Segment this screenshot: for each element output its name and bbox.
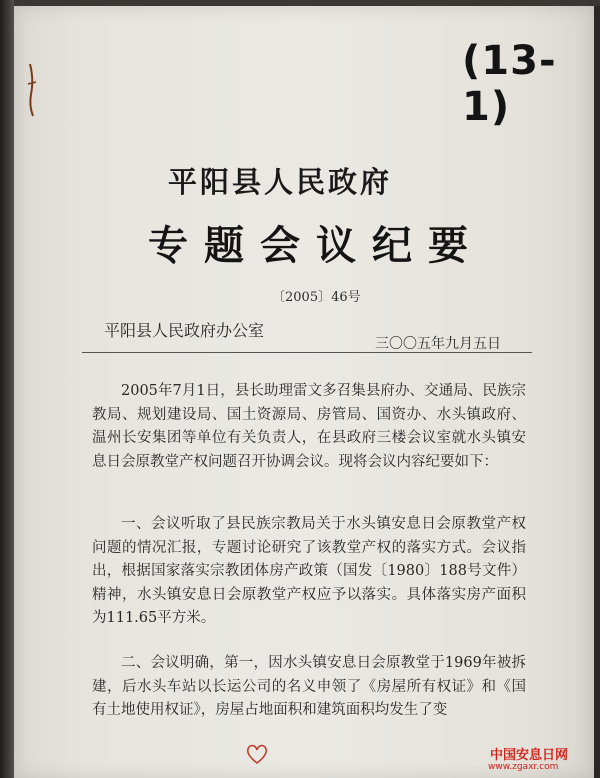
issue-date: 三〇〇五年九月五日 [375, 336, 501, 352]
document-title: 专题会议纪要 [148, 222, 484, 269]
ink-scribble-mark [18, 60, 46, 120]
binding-fold [0, 0, 14, 778]
watermark-site-url: www.zgaxr.com [488, 762, 559, 772]
issuing-organization-title: 平阳县人民政府 [168, 165, 393, 199]
body-paragraph-intro: 2005年7月1日，县长助理雷文多召集县府办、交通局、民族宗教局、规划建设局、国土资源局、房管局、国资办、水头镇政府、温州长安集团等单位有关负责人，在县政府三楼会议室就水头镇安息日会原教堂产权问题召开协调会议。现将会议内容纪要如下： [92, 383, 526, 470]
header-divider [82, 352, 532, 353]
issuing-office: 平阳县人民政府办公室 [104, 321, 265, 340]
heart-doodle [244, 742, 270, 766]
body-paragraph-item-2: 二、会议明确，第一，因水头镇安息日会原教堂于1969年被拆建，后水头车站以长运公司的名义申领了《房屋所有权证》和《国有土地使用权证》，房屋占地面积和建筑面积均发生了变 [92, 655, 526, 718]
body-paragraph-item-1: 一、会议听取了县民族宗教局关于水头镇安息日会原教堂产权问题的情况汇报，专题讨论研究了该教堂产权的落实方式。会议指出，根据国家落实宗教团体房产政策（国发〔1980〕188号文件）精神，水头镇安息日会原教堂产权应予以落实。具体落实房产面积为111.65平方米。 [92, 516, 526, 626]
page-number-label: (13-1) [462, 38, 557, 130]
document-number: 〔2005〕46号 [272, 290, 361, 305]
watermark-site-name: 中国安息日网 [490, 748, 569, 763]
